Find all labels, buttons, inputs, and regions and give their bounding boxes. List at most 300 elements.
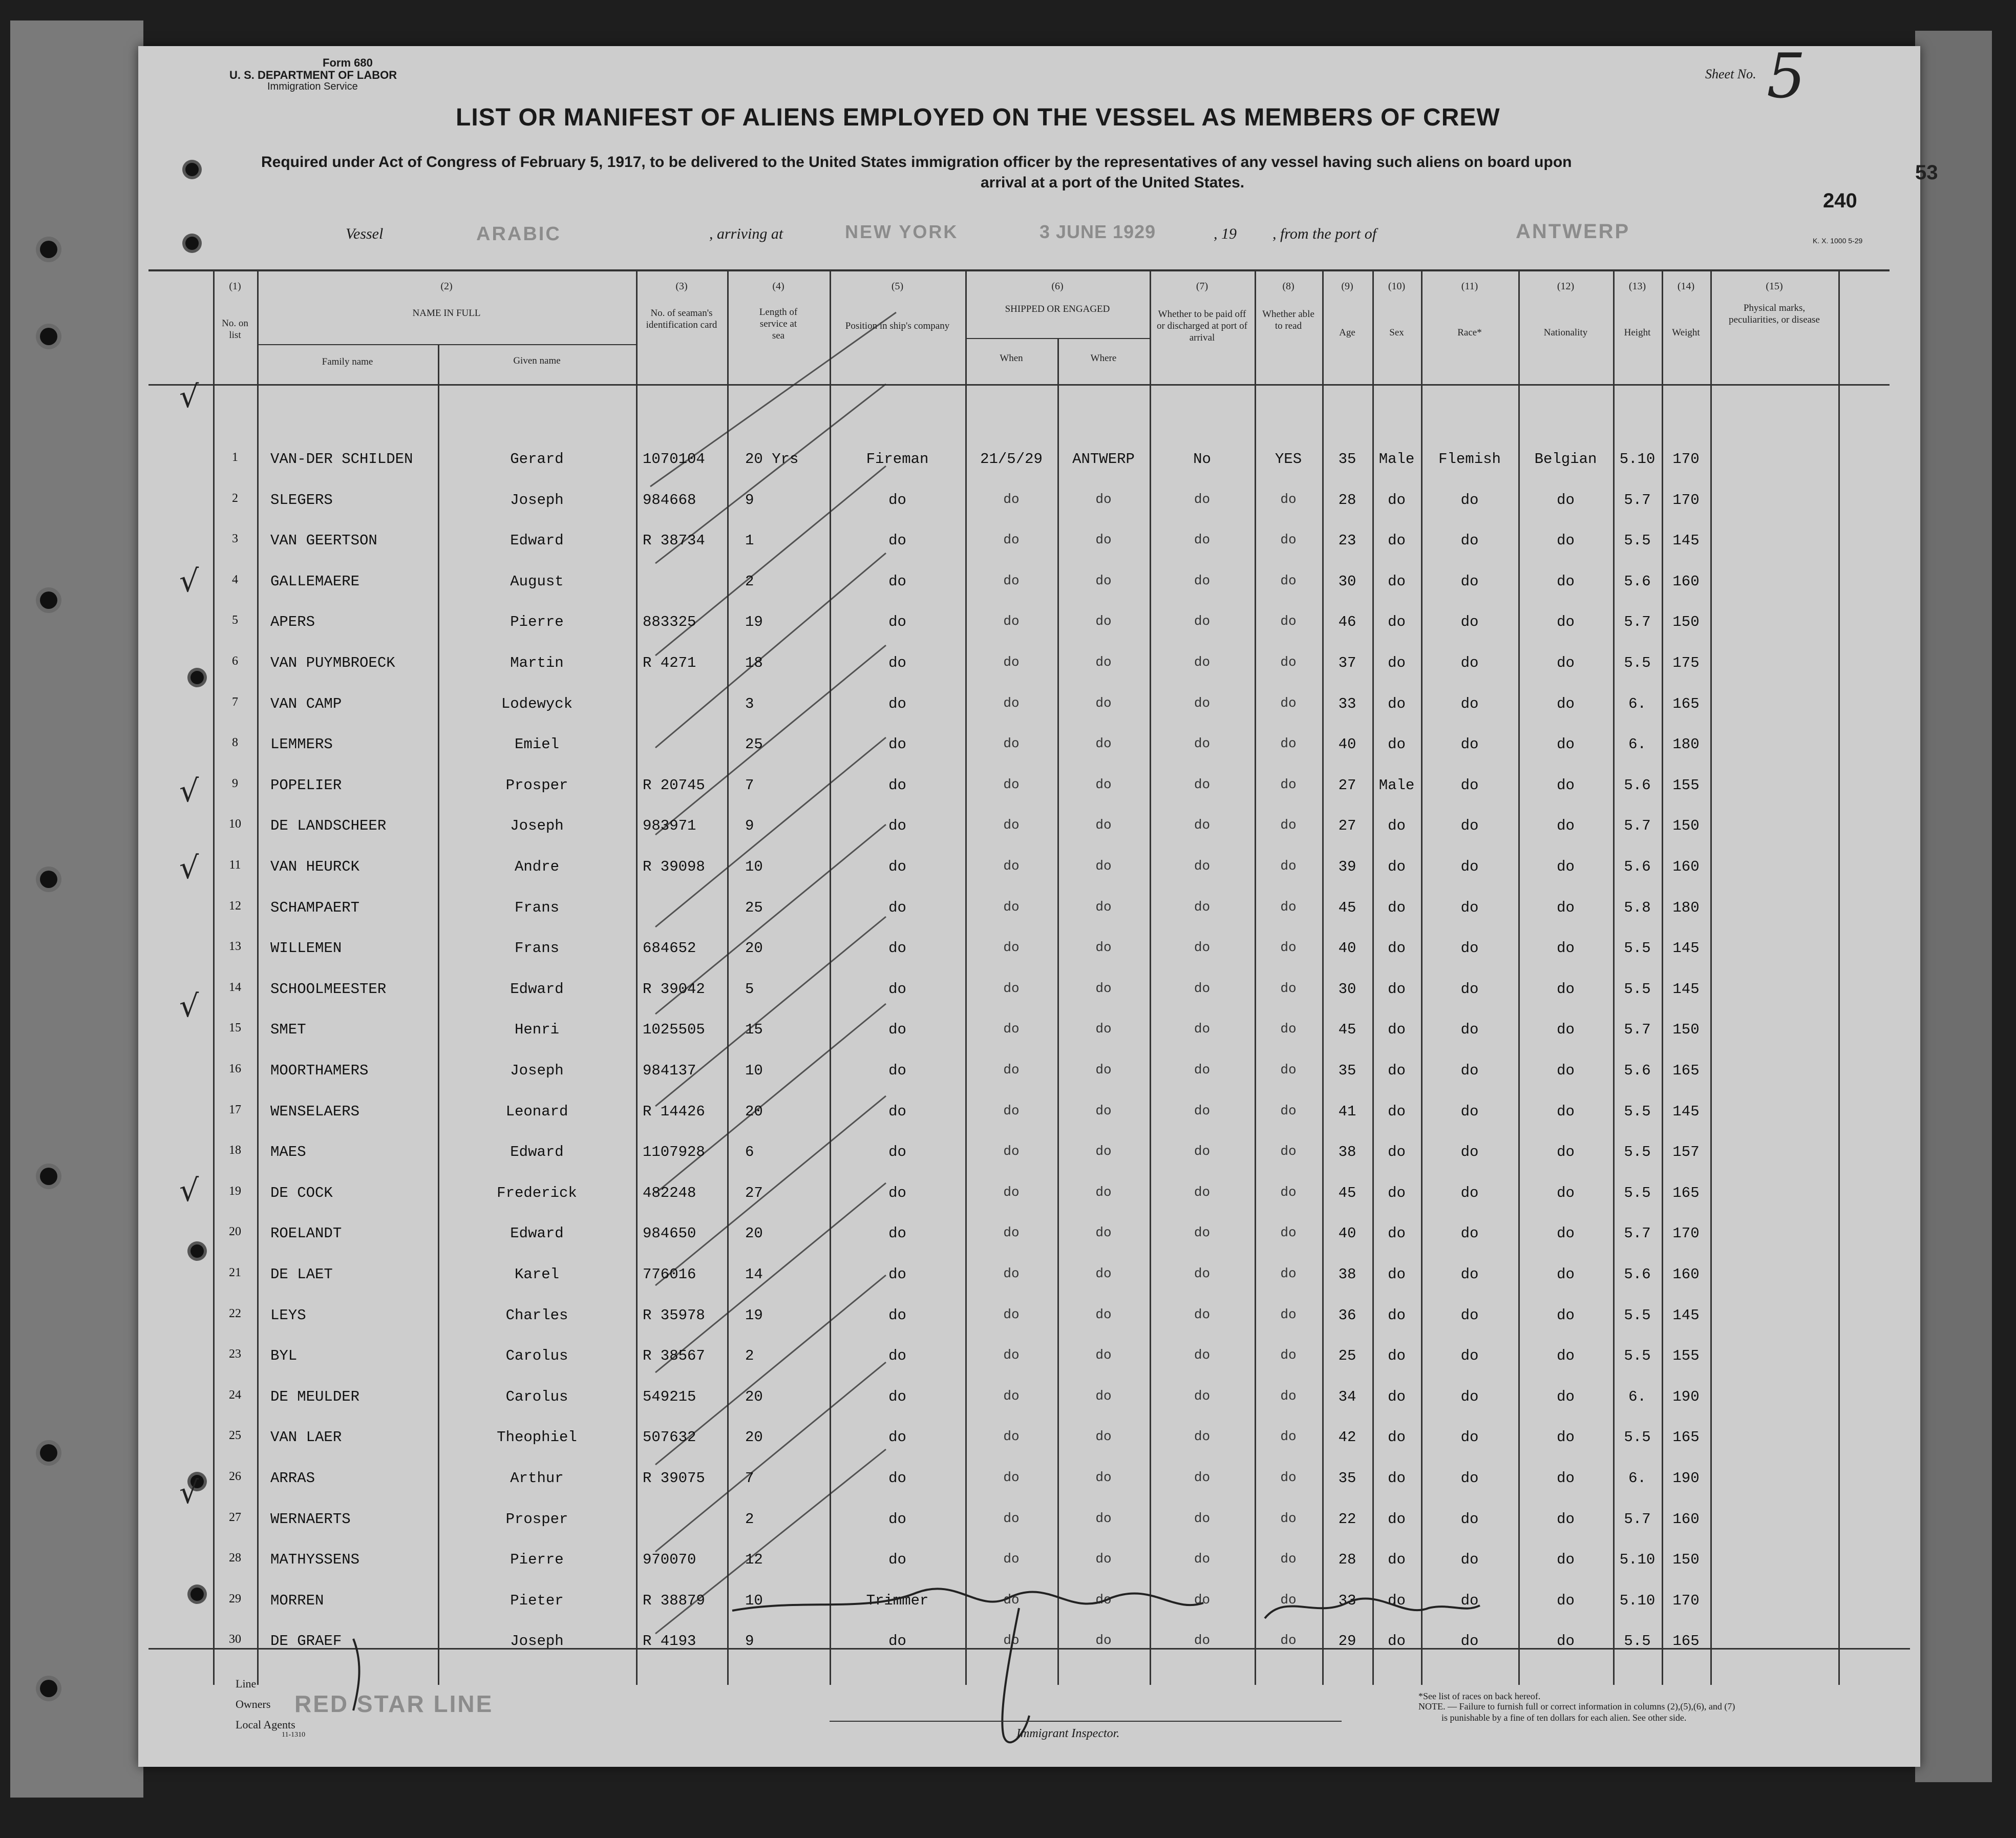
binder-hole bbox=[40, 1444, 57, 1462]
cell-height: 5.7 bbox=[1624, 1021, 1651, 1039]
cell-race: do bbox=[1460, 858, 1479, 875]
cell-paid-off: do bbox=[1194, 1510, 1211, 1526]
tick-mark: √ bbox=[179, 379, 199, 415]
col-num-3: (3) bbox=[675, 281, 688, 292]
cell-shipped-where: ANTWERP bbox=[1072, 451, 1135, 468]
cell-able-read: do bbox=[1280, 654, 1297, 670]
cell-paid-off: do bbox=[1194, 1429, 1211, 1445]
cell-length-service: 2 bbox=[745, 1347, 754, 1365]
cell-no: 13 bbox=[229, 940, 241, 954]
cell-no: 1 bbox=[232, 451, 238, 464]
cell-shipped-where: do bbox=[1095, 573, 1112, 588]
cell-able-read: do bbox=[1280, 1633, 1297, 1649]
cell-age: 45 bbox=[1338, 1021, 1356, 1039]
cell-height: 5.7 bbox=[1624, 1510, 1651, 1528]
header-no-on-list: No. on list bbox=[222, 318, 248, 341]
cell-shipped-where: do bbox=[1095, 1592, 1112, 1608]
tick-mark: √ bbox=[179, 1173, 199, 1209]
cell-family-name: WERNAERTS bbox=[270, 1510, 351, 1528]
cell-paid-off: do bbox=[1194, 573, 1211, 588]
cell-shipped-when: do bbox=[1003, 858, 1020, 874]
cell-weight: 165 bbox=[1672, 1062, 1700, 1079]
cell-shipped-when: do bbox=[1003, 532, 1020, 548]
cell-shipped-where: do bbox=[1095, 1184, 1112, 1200]
header-paid-off: Whether to be paid off or discharged at port of arrival bbox=[1157, 309, 1247, 343]
cell-age: 22 bbox=[1338, 1510, 1356, 1528]
cell-able-read: do bbox=[1280, 491, 1297, 507]
cell-shipped-when: do bbox=[1003, 1144, 1020, 1159]
cell-race: do bbox=[1460, 980, 1479, 998]
cell-weight: 145 bbox=[1672, 532, 1700, 550]
cell-shipped-where: do bbox=[1095, 614, 1112, 629]
cell-given-name: Frans bbox=[514, 899, 559, 916]
cell-shipped-where: do bbox=[1095, 1062, 1112, 1078]
cell-nationality: do bbox=[1557, 1021, 1575, 1039]
header-able-read: Whether able to read bbox=[1262, 309, 1314, 331]
cell-sex: do bbox=[1388, 654, 1406, 671]
cell-weight: 190 bbox=[1672, 1388, 1700, 1405]
cell-nationality: do bbox=[1557, 1388, 1575, 1405]
from-port: ANTWERP bbox=[1516, 220, 1630, 243]
cell-paid-off: do bbox=[1194, 899, 1211, 915]
cell-able-read: do bbox=[1280, 736, 1297, 752]
cell-no: 24 bbox=[229, 1388, 241, 1402]
cell-age: 27 bbox=[1338, 776, 1356, 794]
corner-number: 53 bbox=[1915, 161, 1938, 184]
cell-nationality: do bbox=[1557, 532, 1575, 550]
cell-length-service: 20 bbox=[745, 1429, 763, 1446]
cell-shipped-when: do bbox=[1003, 1021, 1020, 1037]
vessel-name: ARABIC bbox=[476, 223, 561, 245]
cell-race: do bbox=[1460, 654, 1479, 671]
cell-nationality: do bbox=[1557, 899, 1575, 916]
cell-given-name: Lodewyck bbox=[501, 695, 573, 712]
cell-nationality: do bbox=[1557, 858, 1575, 875]
cell-height: 5.10 bbox=[1619, 1592, 1656, 1609]
cell-no: 16 bbox=[229, 1062, 241, 1075]
cell-given-name: Prosper bbox=[505, 1510, 568, 1528]
cell-able-read: do bbox=[1280, 858, 1297, 874]
cell-paid-off: do bbox=[1194, 776, 1211, 792]
cell-race: do bbox=[1460, 1510, 1479, 1528]
subtitle-line-1: Required under Act of Congress of February 5, 1917, to be delivered to the United States immigration officer by the representatives of any vessel having such aliens on board upon bbox=[261, 154, 1572, 171]
cell-age: 38 bbox=[1338, 1266, 1356, 1283]
cell-able-read: do bbox=[1280, 1388, 1297, 1404]
cell-length-service: 20 bbox=[745, 1225, 763, 1242]
cell-height: 5.5 bbox=[1624, 1103, 1651, 1120]
cell-given-name: Carolus bbox=[505, 1388, 568, 1405]
cell-shipped-where: do bbox=[1095, 1388, 1112, 1404]
cell-id-card: 984137 bbox=[643, 1062, 696, 1079]
cell-family-name: APERS bbox=[270, 614, 315, 631]
cell-able-read: do bbox=[1280, 1429, 1297, 1445]
cell-shipped-when: do bbox=[1003, 940, 1020, 956]
cell-weight: 165 bbox=[1672, 1633, 1700, 1650]
cell-weight: 165 bbox=[1672, 1184, 1700, 1201]
cell-height: 5.5 bbox=[1624, 654, 1651, 671]
cell-weight: 150 bbox=[1672, 614, 1700, 631]
binder-hole bbox=[40, 871, 57, 888]
cell-id-card: 1070104 bbox=[643, 451, 705, 468]
cell-race: do bbox=[1460, 1266, 1479, 1283]
cell-shipped-where: do bbox=[1095, 654, 1112, 670]
cell-given-name: Joseph bbox=[510, 1062, 564, 1079]
cell-length-service: 19 bbox=[745, 1306, 763, 1324]
cell-sex: do bbox=[1388, 1592, 1406, 1609]
cell-shipped-when: do bbox=[1003, 1347, 1020, 1363]
cell-position: do bbox=[888, 1470, 906, 1487]
cell-nationality: do bbox=[1557, 1429, 1575, 1446]
cell-id-card: R 20745 bbox=[643, 776, 705, 794]
cell-no: 17 bbox=[229, 1103, 241, 1116]
cell-height: 5.7 bbox=[1624, 614, 1651, 631]
cell-length-service: 18 bbox=[745, 654, 763, 671]
cell-paid-off: do bbox=[1194, 1103, 1211, 1118]
cell-family-name: DE LAET bbox=[270, 1266, 333, 1283]
cell-shipped-when: do bbox=[1003, 654, 1020, 670]
header-name-in-full: NAME IN FULL bbox=[412, 308, 481, 319]
cell-shipped-when: do bbox=[1003, 573, 1020, 588]
cell-family-name: DE GRAEF bbox=[270, 1633, 342, 1650]
cell-age: 40 bbox=[1338, 1225, 1356, 1242]
cell-able-read: do bbox=[1280, 614, 1297, 629]
cell-id-card: R 39098 bbox=[643, 858, 705, 875]
from-port-label: , from the port of bbox=[1272, 225, 1377, 242]
cell-height: 5.6 bbox=[1624, 1062, 1651, 1079]
cell-height: 5.6 bbox=[1624, 776, 1651, 794]
cell-shipped-when: do bbox=[1003, 817, 1020, 833]
cell-able-read: do bbox=[1280, 1021, 1297, 1037]
cell-sex: do bbox=[1388, 1551, 1406, 1569]
cell-position: do bbox=[888, 491, 906, 509]
cell-family-name: LEYS bbox=[270, 1306, 306, 1324]
cell-position: do bbox=[888, 1306, 906, 1324]
cell-race: do bbox=[1460, 1184, 1479, 1201]
cell-sex: do bbox=[1388, 1510, 1406, 1528]
cell-paid-off: do bbox=[1194, 1144, 1211, 1159]
cell-shipped-when: do bbox=[1003, 776, 1020, 792]
cell-race: do bbox=[1460, 1429, 1479, 1446]
cell-able-read: do bbox=[1280, 1510, 1297, 1526]
tick-mark: √ bbox=[179, 850, 199, 886]
cell-family-name: SCHAMPAERT bbox=[270, 899, 360, 916]
col-num-1: (1) bbox=[229, 281, 241, 292]
cell-weight: 155 bbox=[1672, 1347, 1700, 1365]
cell-paid-off: No bbox=[1193, 451, 1211, 468]
cell-family-name: MOORTHAMERS bbox=[270, 1062, 369, 1079]
cell-sex: do bbox=[1388, 1225, 1406, 1242]
cell-race: do bbox=[1460, 573, 1479, 590]
header-race: Race* bbox=[1457, 327, 1482, 338]
cell-shipped-when: do bbox=[1003, 1266, 1020, 1281]
cell-age: 25 bbox=[1338, 1347, 1356, 1365]
cell-age: 30 bbox=[1338, 980, 1356, 998]
year-label: , 19 bbox=[1214, 225, 1237, 242]
cell-no: 12 bbox=[229, 899, 241, 913]
cell-sex: do bbox=[1388, 1633, 1406, 1650]
col-num-12: (12) bbox=[1557, 281, 1575, 292]
vessel-label: Vessel bbox=[346, 225, 384, 242]
col-num-8: (8) bbox=[1282, 281, 1295, 292]
col-num-6: (6) bbox=[1051, 281, 1064, 292]
cell-paid-off: do bbox=[1194, 817, 1211, 833]
cell-id-card: R 4193 bbox=[643, 1633, 696, 1650]
cell-shipped-when: do bbox=[1003, 1551, 1020, 1567]
cell-id-card: 507632 bbox=[643, 1429, 696, 1446]
cell-nationality: do bbox=[1557, 940, 1575, 957]
cell-no: 28 bbox=[229, 1551, 241, 1565]
cell-position: do bbox=[888, 858, 906, 875]
col-num-15: (15) bbox=[1766, 281, 1783, 292]
cell-able-read: do bbox=[1280, 532, 1297, 548]
cell-race: Flemish bbox=[1438, 451, 1501, 468]
cell-age: 40 bbox=[1338, 940, 1356, 957]
cell-height: 5.5 bbox=[1624, 940, 1651, 957]
cell-shipped-where: do bbox=[1095, 776, 1112, 792]
cell-able-read: do bbox=[1280, 1266, 1297, 1281]
cell-sex: do bbox=[1388, 695, 1406, 712]
cell-paid-off: do bbox=[1194, 940, 1211, 956]
cell-race: do bbox=[1460, 1592, 1479, 1609]
cell-family-name: DE LANDSCHEER bbox=[270, 817, 387, 835]
cell-no: 9 bbox=[232, 776, 238, 790]
cell-position: do bbox=[888, 1551, 906, 1569]
cell-age: 45 bbox=[1338, 899, 1356, 916]
cell-given-name: Edward bbox=[510, 1144, 564, 1161]
cell-position: do bbox=[888, 614, 906, 631]
cell-weight: 170 bbox=[1672, 1225, 1700, 1242]
cell-length-service: 20 bbox=[745, 940, 763, 957]
cell-race: do bbox=[1460, 817, 1479, 835]
inspector-line bbox=[830, 1721, 1342, 1722]
cell-no: 26 bbox=[229, 1470, 241, 1483]
cell-height: 5.8 bbox=[1624, 899, 1651, 916]
col-num-13: (13) bbox=[1628, 281, 1646, 292]
cell-shipped-where: do bbox=[1095, 1429, 1112, 1445]
header-given-name: Given name bbox=[513, 355, 561, 366]
cell-given-name: Martin bbox=[510, 654, 564, 671]
col-num-10: (10) bbox=[1388, 281, 1406, 292]
cell-family-name: LEMMERS bbox=[270, 736, 333, 753]
cell-nationality: do bbox=[1557, 1551, 1575, 1569]
arrival-date: 3 JUNE 1929 bbox=[1039, 221, 1156, 242]
cell-race: do bbox=[1460, 695, 1479, 712]
cell-family-name: MAES bbox=[270, 1144, 306, 1161]
cell-length-service: 10 bbox=[745, 1592, 763, 1609]
cell-position: do bbox=[888, 1633, 906, 1650]
cell-weight: 180 bbox=[1672, 736, 1700, 753]
department-name: U. S. DEPARTMENT OF LABOR bbox=[229, 69, 397, 81]
cell-length-service: 12 bbox=[745, 1551, 763, 1569]
cell-age: 33 bbox=[1338, 1592, 1356, 1609]
cell-shipped-where: do bbox=[1095, 1551, 1112, 1567]
cell-paid-off: do bbox=[1194, 858, 1211, 874]
cell-position: do bbox=[888, 695, 906, 712]
cell-paid-off: do bbox=[1194, 695, 1211, 711]
cell-nationality: do bbox=[1557, 817, 1575, 835]
cell-id-card: R 39042 bbox=[643, 980, 705, 998]
cell-race: do bbox=[1460, 1347, 1479, 1365]
cell-given-name: August bbox=[510, 573, 564, 590]
cell-family-name: VAN HEURCK bbox=[270, 858, 360, 875]
cell-race: do bbox=[1460, 1551, 1479, 1569]
manifest-sheet bbox=[138, 41, 1938, 1767]
cell-family-name: MORREN bbox=[270, 1592, 324, 1609]
cell-id-card: R 38879 bbox=[643, 1592, 705, 1609]
col-num-5: (5) bbox=[891, 281, 904, 292]
cell-length-service: 25 bbox=[745, 736, 763, 753]
cell-nationality: do bbox=[1557, 695, 1575, 712]
col-num-7: (7) bbox=[1196, 281, 1208, 292]
cell-height: 5.7 bbox=[1624, 1225, 1651, 1242]
cell-sex: do bbox=[1388, 1470, 1406, 1487]
cell-position: do bbox=[888, 1103, 906, 1120]
cell-shipped-where: do bbox=[1095, 1510, 1112, 1526]
cell-shipped-where: do bbox=[1095, 1225, 1112, 1241]
cell-able-read: do bbox=[1280, 695, 1297, 711]
header-physical-marks: Physical marks, peculiarities, or disease bbox=[1729, 303, 1820, 325]
cell-family-name: SMET bbox=[270, 1021, 306, 1039]
cell-shipped-where: do bbox=[1095, 1021, 1112, 1037]
cell-able-read: do bbox=[1280, 1470, 1297, 1485]
note-failure: NOTE. — Failure to furnish full or correct information in columns (2),(5),(6), and (7) bbox=[1418, 1701, 1735, 1712]
cell-weight: 175 bbox=[1672, 654, 1700, 671]
note-races: *See list of races on back hereof. bbox=[1418, 1691, 1541, 1701]
cell-family-name: DE COCK bbox=[270, 1184, 333, 1201]
cell-sex: do bbox=[1388, 1266, 1406, 1283]
cell-shipped-when: do bbox=[1003, 1470, 1020, 1485]
cell-family-name: VAN PUYMBROECK bbox=[270, 654, 395, 671]
cell-able-read: do bbox=[1280, 1103, 1297, 1118]
cell-id-card: 983971 bbox=[643, 817, 696, 835]
cell-height: 5.6 bbox=[1624, 858, 1651, 875]
cell-age: 35 bbox=[1338, 1062, 1356, 1079]
cell-given-name: Edward bbox=[510, 1225, 564, 1242]
cell-family-name: WENSELAERS bbox=[270, 1103, 360, 1120]
cell-height: 5.5 bbox=[1624, 1306, 1651, 1324]
cell-weight: 180 bbox=[1672, 899, 1700, 916]
cell-able-read: do bbox=[1280, 817, 1297, 833]
cell-height: 5.5 bbox=[1624, 532, 1651, 550]
cell-shipped-where: do bbox=[1095, 1144, 1112, 1159]
cell-id-card: R 39075 bbox=[643, 1470, 705, 1487]
cell-id-card: 970070 bbox=[643, 1551, 696, 1569]
cell-id-card: 1025505 bbox=[643, 1021, 705, 1039]
cell-weight: 160 bbox=[1672, 573, 1700, 590]
cell-sex: do bbox=[1388, 1388, 1406, 1405]
cell-length-service: 7 bbox=[745, 776, 754, 794]
print-code: K. X. 1000 5-29 bbox=[1813, 237, 1863, 245]
cell-nationality: do bbox=[1557, 1510, 1575, 1528]
cell-paid-off: do bbox=[1194, 1021, 1211, 1037]
cell-height: 6. bbox=[1628, 1388, 1646, 1405]
cell-able-read: do bbox=[1280, 980, 1297, 996]
subtitle-line-2: arrival at a port of the United States. bbox=[981, 174, 1245, 191]
cell-family-name: ARRAS bbox=[270, 1470, 315, 1487]
cell-height: 5.5 bbox=[1624, 980, 1651, 998]
cell-id-card: 684652 bbox=[643, 940, 696, 957]
cell-nationality: do bbox=[1557, 776, 1575, 794]
cell-race: do bbox=[1460, 776, 1479, 794]
cell-race: do bbox=[1460, 940, 1479, 957]
binder-hole bbox=[40, 241, 57, 258]
cell-age: 33 bbox=[1338, 695, 1356, 712]
cell-age: 41 bbox=[1338, 1103, 1356, 1120]
cell-id-card: 549215 bbox=[643, 1388, 696, 1405]
cell-shipped-where: do bbox=[1095, 1347, 1112, 1363]
cell-race: do bbox=[1460, 1103, 1479, 1120]
cell-height: 5.7 bbox=[1624, 817, 1651, 835]
cell-shipped-when: do bbox=[1003, 1633, 1020, 1649]
cell-age: 40 bbox=[1338, 736, 1356, 753]
cell-no: 3 bbox=[232, 532, 238, 546]
inspector-signature bbox=[138, 46, 1920, 1767]
cell-length-service: 25 bbox=[745, 899, 763, 916]
cell-length-service: 14 bbox=[745, 1266, 763, 1283]
cell-height: 5.5 bbox=[1624, 1184, 1651, 1201]
cell-able-read: do bbox=[1280, 1592, 1297, 1608]
cell-able-read: do bbox=[1280, 1062, 1297, 1078]
cell-age: 28 bbox=[1338, 1551, 1356, 1569]
cell-given-name: Gerard bbox=[510, 451, 564, 468]
cell-given-name: Carolus bbox=[505, 1347, 568, 1365]
cell-position: do bbox=[888, 1021, 906, 1039]
cell-given-name: Joseph bbox=[510, 1633, 564, 1650]
cell-shipped-where: do bbox=[1095, 899, 1112, 915]
cell-no: 30 bbox=[229, 1633, 241, 1646]
cell-id-card: 984668 bbox=[643, 491, 696, 509]
agents-code: 11-1310 bbox=[282, 1731, 306, 1739]
cell-given-name: Frans bbox=[514, 940, 559, 957]
cell-position: do bbox=[888, 532, 906, 550]
back-sheet-left bbox=[10, 20, 143, 1798]
cell-age: 27 bbox=[1338, 817, 1356, 835]
form-number: Form 680 bbox=[323, 56, 373, 69]
cell-paid-off: do bbox=[1194, 614, 1211, 629]
cell-id-card: 883325 bbox=[643, 614, 696, 631]
cell-position: do bbox=[888, 776, 906, 794]
cell-length-service: 20 Yrs bbox=[745, 451, 799, 468]
cell-age: 23 bbox=[1338, 532, 1356, 550]
cell-sex: do bbox=[1388, 1429, 1406, 1446]
cell-family-name: BYL bbox=[270, 1347, 298, 1365]
cell-sex: do bbox=[1388, 940, 1406, 957]
cell-weight: 150 bbox=[1672, 1021, 1700, 1039]
binder-hole bbox=[40, 328, 57, 345]
cell-length-service: 19 bbox=[745, 614, 763, 631]
cell-weight: 145 bbox=[1672, 1306, 1700, 1324]
tick-mark: √ bbox=[179, 773, 199, 809]
col-num-2: (2) bbox=[440, 281, 453, 292]
cell-height: 5.5 bbox=[1624, 1347, 1651, 1365]
cell-given-name: Pieter bbox=[510, 1592, 564, 1609]
cell-race: do bbox=[1460, 614, 1479, 631]
cell-sex: do bbox=[1388, 532, 1406, 550]
cell-id-card: 984650 bbox=[643, 1225, 696, 1242]
cell-race: do bbox=[1460, 1144, 1479, 1161]
cell-id-card: 482248 bbox=[643, 1184, 696, 1201]
sheet-label: Sheet No. bbox=[1705, 67, 1756, 81]
col-num-9: (9) bbox=[1341, 281, 1353, 292]
cell-nationality: do bbox=[1557, 1144, 1575, 1161]
cell-family-name: SLEGERS bbox=[270, 491, 333, 509]
header-length-service: Length of service at sea bbox=[759, 307, 798, 341]
cell-height: 5.7 bbox=[1624, 491, 1651, 509]
cell-length-service: 7 bbox=[745, 1470, 754, 1487]
cell-age: 35 bbox=[1338, 451, 1356, 468]
cell-position: do bbox=[888, 817, 906, 835]
cell-no: 11 bbox=[229, 858, 241, 872]
